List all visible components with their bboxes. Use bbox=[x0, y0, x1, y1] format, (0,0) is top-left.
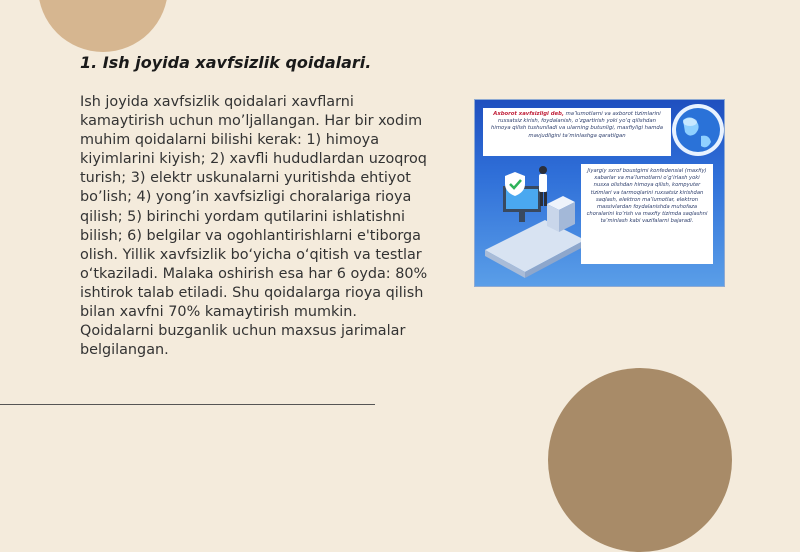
decorative-circle-top bbox=[38, 0, 168, 52]
info-card-details bbox=[581, 164, 713, 264]
info-card-definition bbox=[483, 108, 671, 156]
details-text: Jiyargiy sxrof boustgimi konfedensial (maxfiy) xabarlar va ma’lumotlarni o‘g‘irlash yoki nusxa olishdan himoya qilish, kompyuter tizimlari va tarmoqlarini ruxsatsiz kirishdan saqlash, elektron ma’lumotlar, elektron massivlardan foydalanishda muhofaza choralarini ko‘rish va maxfiy tizimda saqlashni ta’minlash kabi vazifalarni bajaradi. bbox=[586, 168, 708, 225]
divider-line bbox=[0, 404, 375, 405]
decorative-circle-bottom bbox=[548, 368, 732, 552]
security-illustration bbox=[474, 99, 725, 287]
workstation-scene bbox=[485, 166, 585, 278]
definition-text: ma’lumotlarni va axborot tizimlarini ruxsatsiz kirish, foydalanish, o‘zgartirish yoki yo‘q qilishdan himoya qilish tushuniladi va ularning butunligi, maxfiyligi hamda mavjudligini ta’minlashga qaratilgan bbox=[491, 111, 663, 139]
definition-highlight: Axborot xavfsizligi deb, bbox=[493, 111, 564, 117]
globe-icon bbox=[672, 104, 724, 156]
slide-body-text: Ish joyida xavfsizlik qoidalari xavflarni kamaytirish uchun mo’ljallangan. Har bir xodim muhim qoidalarni bilishi kerak: 1) himoya kiyimlarini kiyish; 2) xavfli hududlardan uzoqroq turish; 3) elektr uskunalarni yuritishda ehtiyot bo’lish; 4) yong’in xavfsizligi choralariga rioya qilish; 5) birinchi yordam qutilarini ishlatishni bilish; 6) belgilar va ogohlantirishlarni e'tiborga olish. Yillik xavfsizlik bo‘yicha o‘qitish va testlar o‘tkaziladi. Malaka oshirish esa har 6 oyda: 80% ishtirok talab etiladi. Shu qoidalarga rioya qilish bilan xavfni 70% kamaytirish mumkin. Qoidalarni buzganlik uchun maxsus jarimalar belgilangan. bbox=[80, 94, 428, 359]
slide-title: 1. Ish joyida xavfsizlik qoidalari. bbox=[80, 53, 372, 72]
